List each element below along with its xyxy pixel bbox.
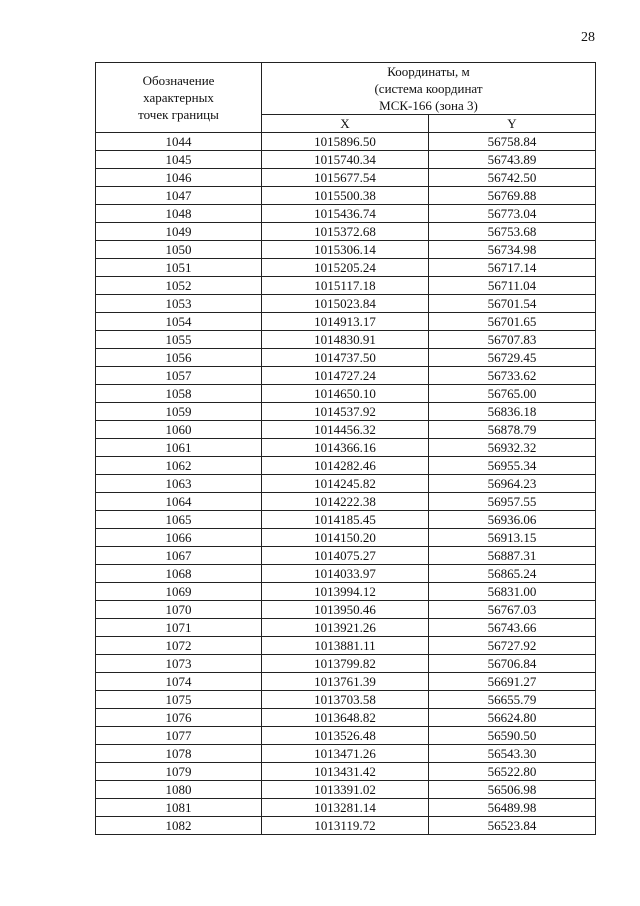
table-row xyxy=(96,763,596,781)
cell-x: 1013281.14 xyxy=(262,799,429,817)
cell-x: 1015306.14 xyxy=(262,241,429,259)
cell-x: 1014366.16 xyxy=(262,439,429,457)
table-row xyxy=(96,619,596,637)
cell-y: 56489.98 xyxy=(429,799,596,817)
cell-x: 1014650.10 xyxy=(262,385,429,403)
cell-point: 1080 xyxy=(96,781,262,799)
cell-point: 1061 xyxy=(96,439,262,457)
table-row xyxy=(96,637,596,655)
cell-point: 1070 xyxy=(96,601,262,619)
cell-y: 56964.23 xyxy=(429,475,596,493)
table-row xyxy=(96,367,596,385)
cell-x: 1014737.50 xyxy=(262,349,429,367)
cell-point: 1064 xyxy=(96,493,262,511)
cell-x: 1013431.42 xyxy=(262,763,429,781)
cell-x: 1014456.32 xyxy=(262,421,429,439)
cell-x: 1014537.92 xyxy=(262,403,429,421)
cell-y: 56913.15 xyxy=(429,529,596,547)
cell-y: 56831.00 xyxy=(429,583,596,601)
table-row xyxy=(96,187,596,205)
cell-x: 1013950.46 xyxy=(262,601,429,619)
table-row xyxy=(96,205,596,223)
header-point-line-3: точек границы xyxy=(138,107,219,122)
table-row xyxy=(96,511,596,529)
header-coord-line-2: (система координат xyxy=(374,81,483,96)
cell-x: 1015205.24 xyxy=(262,259,429,277)
cell-y: 56706.84 xyxy=(429,655,596,673)
cell-point: 1081 xyxy=(96,799,262,817)
cell-point: 1074 xyxy=(96,673,262,691)
cell-point: 1058 xyxy=(96,385,262,403)
table-row xyxy=(96,439,596,457)
table-row xyxy=(96,259,596,277)
cell-x: 1013526.48 xyxy=(262,727,429,745)
cell-x: 1013471.26 xyxy=(262,745,429,763)
page-number: 28 xyxy=(581,30,595,45)
table-row xyxy=(96,421,596,439)
cell-y: 56711.04 xyxy=(429,277,596,295)
cell-point: 1076 xyxy=(96,709,262,727)
cell-x: 1015372.68 xyxy=(262,223,429,241)
cell-y: 56701.65 xyxy=(429,313,596,331)
header-point-designation xyxy=(96,63,262,133)
table-row xyxy=(96,331,596,349)
cell-x: 1013799.82 xyxy=(262,655,429,673)
cell-y: 56878.79 xyxy=(429,421,596,439)
table-row xyxy=(96,169,596,187)
cell-y: 56655.79 xyxy=(429,691,596,709)
cell-x: 1014913.17 xyxy=(262,313,429,331)
table-row xyxy=(96,655,596,673)
cell-x: 1013703.58 xyxy=(262,691,429,709)
cell-x: 1013994.12 xyxy=(262,583,429,601)
cell-point: 1078 xyxy=(96,745,262,763)
cell-point: 1077 xyxy=(96,727,262,745)
cell-y: 56522.80 xyxy=(429,763,596,781)
table-row xyxy=(96,817,596,835)
cell-y: 56836.18 xyxy=(429,403,596,421)
cell-y: 56701.54 xyxy=(429,295,596,313)
table-row xyxy=(96,223,596,241)
cell-y: 56743.89 xyxy=(429,151,596,169)
cell-point: 1052 xyxy=(96,277,262,295)
cell-x: 1013119.72 xyxy=(262,817,429,835)
header-coord-line-1: Координаты, м xyxy=(387,64,470,79)
table-row xyxy=(96,457,596,475)
cell-point: 1066 xyxy=(96,529,262,547)
cell-x: 1014222.38 xyxy=(262,493,429,511)
cell-point: 1045 xyxy=(96,151,262,169)
cell-point: 1075 xyxy=(96,691,262,709)
cell-point: 1059 xyxy=(96,403,262,421)
cell-x: 1014185.45 xyxy=(262,511,429,529)
cell-y: 56865.24 xyxy=(429,565,596,583)
cell-x: 1013921.26 xyxy=(262,619,429,637)
table-row xyxy=(96,547,596,565)
cell-x: 1014033.97 xyxy=(262,565,429,583)
table-row xyxy=(96,295,596,313)
cell-y: 56691.27 xyxy=(429,673,596,691)
cell-x: 1015436.74 xyxy=(262,205,429,223)
cell-y: 56543.30 xyxy=(429,745,596,763)
cell-x: 1014075.27 xyxy=(262,547,429,565)
cell-point: 1056 xyxy=(96,349,262,367)
table-row xyxy=(96,385,596,403)
table-row xyxy=(96,709,596,727)
cell-y: 56717.14 xyxy=(429,259,596,277)
cell-point: 1046 xyxy=(96,169,262,187)
table-row xyxy=(96,673,596,691)
cell-y: 56590.50 xyxy=(429,727,596,745)
cell-x: 1014727.24 xyxy=(262,367,429,385)
table-row xyxy=(96,745,596,763)
cell-y: 56936.06 xyxy=(429,511,596,529)
cell-x: 1013391.02 xyxy=(262,781,429,799)
cell-point: 1049 xyxy=(96,223,262,241)
cell-point: 1063 xyxy=(96,475,262,493)
cell-point: 1065 xyxy=(96,511,262,529)
cell-point: 1060 xyxy=(96,421,262,439)
cell-point: 1067 xyxy=(96,547,262,565)
table-row xyxy=(96,799,596,817)
cell-y: 56729.45 xyxy=(429,349,596,367)
header-point-line-1: Обозначение xyxy=(142,73,215,88)
cell-x: 1013648.82 xyxy=(262,709,429,727)
cell-point: 1051 xyxy=(96,259,262,277)
cell-x: 1014830.91 xyxy=(262,331,429,349)
cell-point: 1079 xyxy=(96,763,262,781)
table-row xyxy=(96,277,596,295)
coordinates-table xyxy=(95,62,596,835)
cell-y: 56624.80 xyxy=(429,709,596,727)
cell-y: 56506.98 xyxy=(429,781,596,799)
cell-point: 1047 xyxy=(96,187,262,205)
cell-point: 1050 xyxy=(96,241,262,259)
cell-x: 1014150.20 xyxy=(262,529,429,547)
table-row xyxy=(96,583,596,601)
cell-point: 1069 xyxy=(96,583,262,601)
header-y: Y xyxy=(429,115,596,133)
cell-y: 56743.66 xyxy=(429,619,596,637)
cell-point: 1048 xyxy=(96,205,262,223)
cell-point: 1055 xyxy=(96,331,262,349)
cell-y: 56932.32 xyxy=(429,439,596,457)
cell-y: 56765.00 xyxy=(429,385,596,403)
cell-x: 1014245.82 xyxy=(262,475,429,493)
table-row xyxy=(96,133,596,151)
cell-y: 56767.03 xyxy=(429,601,596,619)
cell-point: 1073 xyxy=(96,655,262,673)
header-point-line-2: характерных xyxy=(143,90,214,105)
cell-x: 1013881.11 xyxy=(262,637,429,655)
cell-y: 56887.31 xyxy=(429,547,596,565)
table-row xyxy=(96,727,596,745)
cell-point: 1054 xyxy=(96,313,262,331)
cell-point: 1057 xyxy=(96,367,262,385)
cell-y: 56955.34 xyxy=(429,457,596,475)
table-row xyxy=(96,781,596,799)
cell-x: 1015896.50 xyxy=(262,133,429,151)
table-row xyxy=(96,691,596,709)
cell-y: 56758.84 xyxy=(429,133,596,151)
table-row xyxy=(96,151,596,169)
header-coord-line-3: МСК-166 (зона 3) xyxy=(379,98,478,113)
cell-y: 56742.50 xyxy=(429,169,596,187)
cell-point: 1068 xyxy=(96,565,262,583)
cell-point: 1071 xyxy=(96,619,262,637)
table-row xyxy=(96,601,596,619)
table-row xyxy=(96,529,596,547)
table-row xyxy=(96,493,596,511)
table-row xyxy=(96,241,596,259)
cell-x: 1015677.54 xyxy=(262,169,429,187)
table-row xyxy=(96,313,596,331)
header-x: X xyxy=(262,115,429,133)
cell-y: 56707.83 xyxy=(429,331,596,349)
cell-point: 1082 xyxy=(96,817,262,835)
cell-x: 1015117.18 xyxy=(262,277,429,295)
cell-y: 56753.68 xyxy=(429,223,596,241)
cell-y: 56773.04 xyxy=(429,205,596,223)
cell-point: 1044 xyxy=(96,133,262,151)
cell-y: 56769.88 xyxy=(429,187,596,205)
cell-y: 56957.55 xyxy=(429,493,596,511)
table-row xyxy=(96,475,596,493)
table-row xyxy=(96,565,596,583)
cell-y: 56734.98 xyxy=(429,241,596,259)
cell-x: 1015023.84 xyxy=(262,295,429,313)
cell-x: 1013761.39 xyxy=(262,673,429,691)
header-coordinates-group xyxy=(262,63,596,115)
table-body xyxy=(96,133,596,835)
table-row xyxy=(96,349,596,367)
cell-x: 1014282.46 xyxy=(262,457,429,475)
cell-y: 56727.92 xyxy=(429,637,596,655)
cell-point: 1053 xyxy=(96,295,262,313)
cell-x: 1015500.38 xyxy=(262,187,429,205)
cell-point: 1072 xyxy=(96,637,262,655)
cell-x: 1015740.34 xyxy=(262,151,429,169)
cell-y: 56733.62 xyxy=(429,367,596,385)
cell-point: 1062 xyxy=(96,457,262,475)
cell-y: 56523.84 xyxy=(429,817,596,835)
table-row xyxy=(96,403,596,421)
